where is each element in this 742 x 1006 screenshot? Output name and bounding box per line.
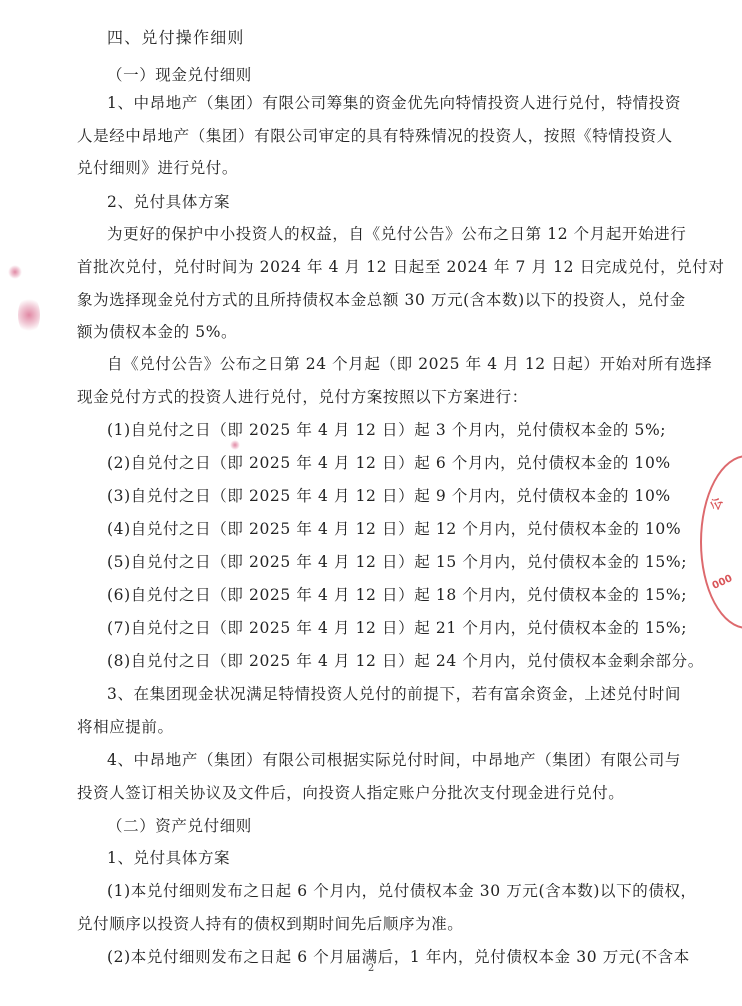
text-line: （二）资产兑付细则: [107, 817, 252, 835]
ink-smudge: [230, 440, 240, 450]
text-line: 1、中昂地产（集团）有限公司筹集的资金优先向特情投资人进行兑付，特情投资: [107, 94, 681, 112]
text-line: (3)自兑付之日（即 2025 年 4 月 12 日）起 9 个月内，兑付债权本金的 10%: [107, 487, 671, 505]
ink-smudge: [8, 265, 22, 279]
text-line: 为更好的保护中小投资人的权益，自《兑付公告》公布之日第 12 个月起开始进行: [107, 225, 687, 243]
text-line: 3、在集团现金状况满足特情投资人兑付的前提下，若有富余资金，上述兑付时间: [107, 685, 681, 703]
text-line: 现金兑付方式的投资人进行兑付，兑付方案按照以下方案进行：: [77, 388, 528, 406]
red-seal-stamp: [700, 455, 742, 629]
page-number: 2: [367, 963, 375, 974]
text-line: (6)自兑付之日（即 2025 年 4 月 12 日）起 18 个月内，兑付债权本金的 15%;: [107, 586, 688, 604]
text-line: (7)自兑付之日（即 2025 年 4 月 12 日）起 21 个月内，兑付债权本金的 15%;: [107, 619, 688, 637]
section-heading: 四、兑付操作细则: [107, 28, 245, 47]
text-line: 自《兑付公告》公布之日第 24 个月起（即 2025 年 4 月 12 日起）开始对所有选择: [107, 355, 713, 373]
text-line: 1、兑付具体方案: [107, 849, 231, 867]
text-line: 投资人签订相关协议及文件后，向投资人指定账户分批次支付现金进行兑付。: [77, 784, 625, 802]
text-line: (4)自兑付之日（即 2025 年 4 月 12 日）起 12 个月内，兑付债权本金的 10%: [107, 520, 682, 538]
stamp-text: 公: [707, 495, 726, 513]
text-line: (1)自兑付之日（即 2025 年 4 月 12 日）起 3 个月内，兑付债权本金的 5%;: [107, 421, 667, 439]
ink-smudge: [18, 295, 40, 335]
text-line: 首批次兑付，兑付时间为 2024 年 4 月 12 日起至 2024 年 7 月 12 日完成兑付，兑付对: [77, 258, 725, 276]
text-line: 将相应提前。: [77, 718, 174, 736]
text-line: （一）现金兑付细则: [107, 66, 252, 84]
text-line: 兑付顺序以投资人持有的债权到期时间先后顺序为准。: [77, 915, 464, 933]
text-line: (1)本兑付细则发布之日起 6 个月内，兑付债权本金 30 万元(含本数)以下的债权，: [107, 882, 697, 900]
text-line: 4、中昂地产（集团）有限公司根据实际兑付时间，中昂地产（集团）有限公司与: [107, 751, 681, 769]
text-line: 象为选择现金兑付方式的且所持债权本金总额 30 万元(含本数)以下的投资人，兑付金: [77, 291, 686, 309]
text-line: 2、兑付具体方案: [107, 193, 231, 211]
text-line: 人是经中昂地产（集团）有限公司审定的具有特殊情况的投资人，按照《特情投资人: [77, 127, 673, 145]
text-line: (8)自兑付之日（即 2025 年 4 月 12 日）起 24 个月内，兑付债权本金剩余部分。: [107, 652, 704, 670]
stamp-text: 000: [710, 573, 735, 592]
text-line: (2)自兑付之日（即 2025 年 4 月 12 日）起 6 个月内，兑付债权本金的 10%: [107, 454, 671, 472]
text-line: (2)本兑付细则发布之日起 6 个月届满后，1 年内，兑付债权本金 30 万元(不含本: [107, 948, 690, 966]
text-line: 兑付细则》进行兑付。: [77, 159, 239, 177]
text-line: 额为债权本金的 5%。: [77, 323, 238, 341]
text-line: (5)自兑付之日（即 2025 年 4 月 12 日）起 15 个月内，兑付债权本金的 15%;: [107, 553, 688, 571]
